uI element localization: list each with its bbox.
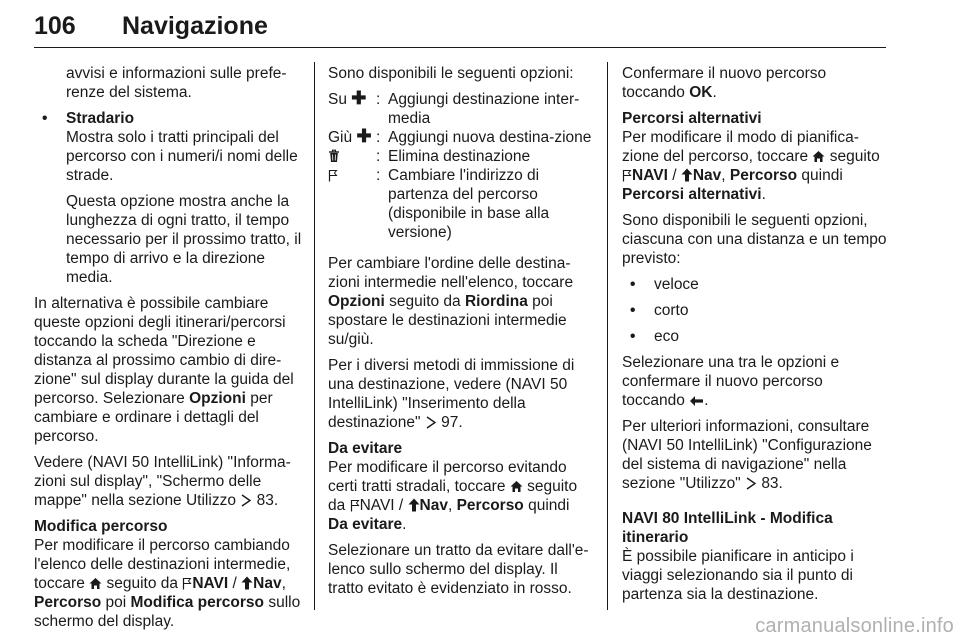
plus-icon: ✚ xyxy=(356,126,372,146)
chapter-title: Navigazione xyxy=(122,12,268,40)
arrow-ref-icon xyxy=(745,477,757,490)
column-1 xyxy=(34,64,302,638)
paragraph: Selezionare un tratto da evitare dall'e-lenco sullo schermo del display. Il tratto evitato è evidenziato in rosso. xyxy=(328,542,589,597)
option-row: : Elimina destinazione xyxy=(328,147,592,166)
option-row: Giù ✚ : Aggiungi nuova destina-zione xyxy=(328,126,592,146)
home-icon xyxy=(510,480,523,493)
section-heading: Da evitare xyxy=(328,440,403,457)
nav-arrow-icon xyxy=(408,498,420,512)
list-item: • eco xyxy=(622,327,888,346)
section-heading: Modifica percorso xyxy=(34,518,168,535)
paragraph: Per modificare il percorso cambiando l'elenco delle destinazioni intermedie, toccare seguito da NAVI / Nav, Percorso poi Modifica percorso sullo schermo del display. xyxy=(34,537,301,630)
column-2 xyxy=(328,64,592,605)
paragraph: Vedere (NAVI 50 IntelliLink) "Informa-zioni sul display", "Schermo delle mappe" nella sezione Utilizzo 83. xyxy=(34,454,291,509)
header-rule xyxy=(34,47,886,48)
page-ref[interactable]: 83. xyxy=(256,492,279,509)
paragraph: Per cambiare l'ordine delle destina-zioni intermedie nell'elenco, toccare Opzioni seguito da Riordina poi spostare le destinazioni intermedie su/giù. xyxy=(328,255,574,348)
list-item: • veloce xyxy=(622,275,888,294)
page-ref[interactable]: 97. xyxy=(441,414,463,431)
flag-icon xyxy=(622,169,632,182)
option-row: Su ✚ : Aggiungi destinazione inter-media xyxy=(328,88,580,127)
section-heading: NAVI 80 IntelliLink - Modifica itinerario xyxy=(622,510,833,546)
plus-icon: ✚ xyxy=(351,88,367,108)
list-item xyxy=(34,109,302,287)
nav-arrow-icon xyxy=(681,168,693,182)
option-row: : Cambiare l'indirizzo di partenza del percorso (disponibile in base alla versione) xyxy=(328,166,592,242)
arrow-ref-icon xyxy=(425,416,437,429)
bullet-title: • Stradario xyxy=(66,110,135,127)
flag-icon xyxy=(182,577,192,590)
paragraph: Per modificare il percorso evitando certi tratti stradali, toccare seguito da NAVI / Nav, Percorso quindi Da evitare. xyxy=(328,459,578,533)
list-item: • corto xyxy=(622,301,888,320)
watermark: carmanualsonline.info xyxy=(755,615,954,637)
home-icon xyxy=(812,150,825,163)
page-header xyxy=(34,4,886,48)
paragraph: Per modificare il modo di pianifica-zione del percorso, toccare seguito NAVI / Nav, Percorso quindi Percorsi alternativi. xyxy=(622,129,880,203)
column-divider xyxy=(607,62,608,610)
page-ref[interactable]: 83. xyxy=(761,475,783,492)
continued-text: avvisi e informazioni sulle prefe-renze del sistema. xyxy=(66,65,287,101)
bullet-paragraph: Mostra solo i tratti principali del percorso con i numeri/i nomi delle strade. xyxy=(66,129,298,184)
section-heading: Percorsi alternativi xyxy=(622,110,762,127)
nav-arrow-icon xyxy=(241,576,253,590)
paragraph: Selezionare una tra le opzioni e confermare il nuovo percorso toccando . xyxy=(622,354,840,409)
paragraph: È possibile pianificare in anticipo i viaggi selezionando sia il punto di partenza sia la destinazione. xyxy=(622,548,854,603)
bullet-paragraph: Questa opzione mostra anche la lunghezza di ogni tratto, il tempo necessario per il prossimo tratto, il tempo di arrivo e la direzione media. xyxy=(66,193,302,286)
column-divider xyxy=(314,62,315,610)
flag-icon xyxy=(350,499,360,512)
paragraph: Per ulteriori informazioni, consultare (NAVI 50 IntelliLink) "Configurazione del sistema di navigazione" nella sezione "Utilizzo" 83. xyxy=(622,418,872,492)
page-number: 106 xyxy=(34,12,76,40)
paragraph: Per i diversi metodi di immissione di una destinazione, vedere (NAVI 50 IntelliLink) "Inserimento della destinazione" 97. xyxy=(328,357,575,431)
paragraph: Sono disponibili le seguenti opzioni, ciascuna con una distanza e un tempo previsto: xyxy=(622,212,887,267)
arrow-ref-icon xyxy=(240,494,252,507)
paragraph: In alternativa è possibile cambiare queste opzioni degli itinerari/percorsi toccando la scheda "Direzione e distanza al prossimo cambio di dire-zione" sul display durante la guida del percorso. Selezionare Opzioni per cambiare e ordinare i dettagli del percorso. xyxy=(34,295,294,445)
paragraph: Confermare il nuovo percorso toccando OK. xyxy=(622,65,827,101)
flag-icon xyxy=(328,169,338,182)
options-intro: Sono disponibili le seguenti opzioni: xyxy=(328,65,574,82)
back-arrow-icon xyxy=(689,395,704,407)
column-3 xyxy=(622,64,888,611)
home-icon xyxy=(89,577,102,590)
trash-icon xyxy=(328,149,340,163)
